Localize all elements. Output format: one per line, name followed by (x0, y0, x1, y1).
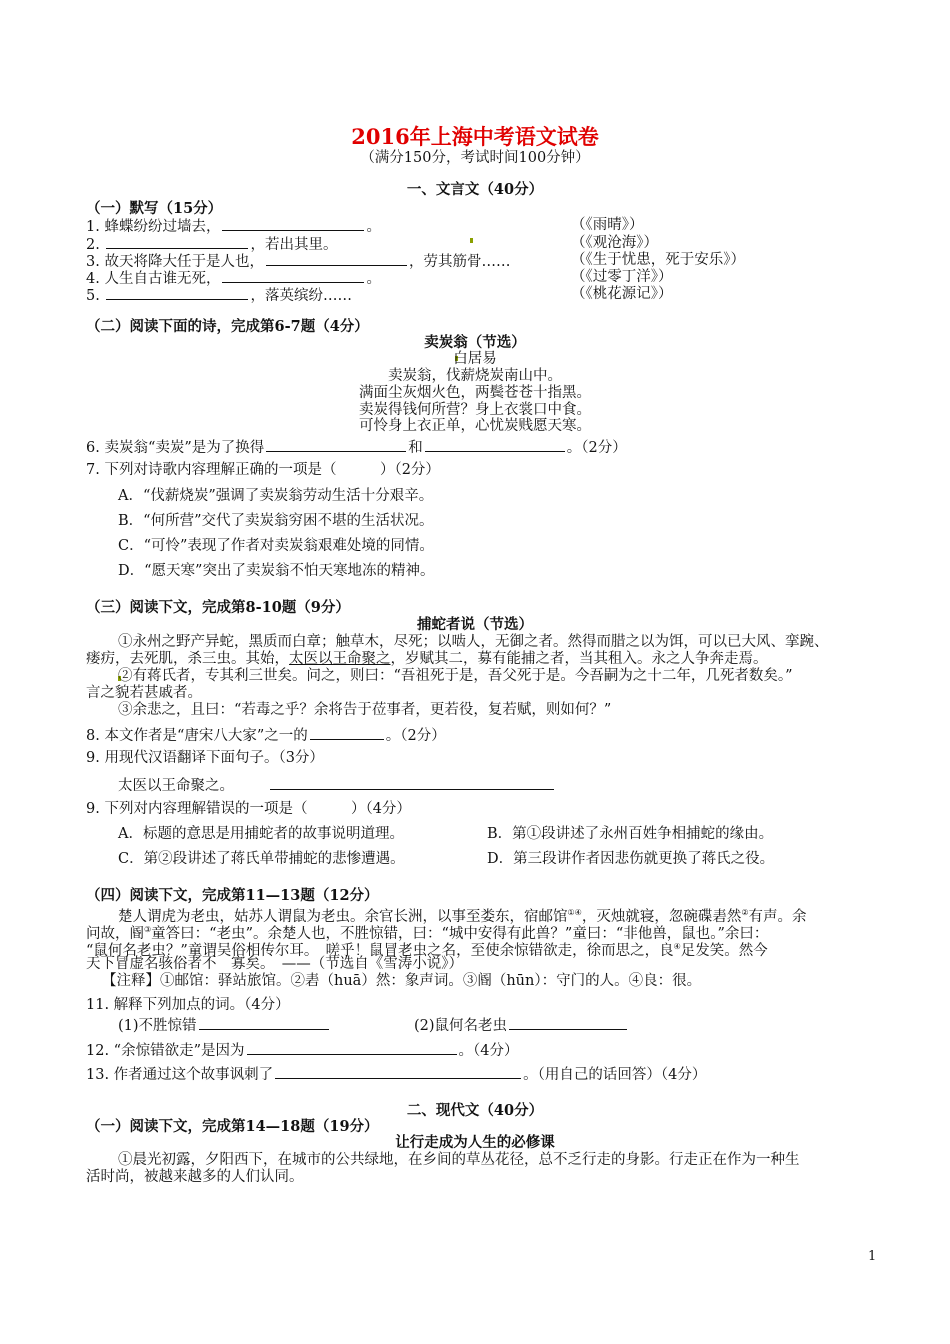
poem-line: 可怜身上衣正单，心忧炭贱愿天寒。 (359, 418, 591, 434)
dictation-source-4: （《过零丁洋》） (571, 269, 673, 285)
question-7-option-d: D．“愿天寒”突出了卖炭翁不怕天寒地冻的精神。 (118, 563, 435, 579)
question-8: 8. 本文作者是“唐宋八大家”之一的 。（2分） (86, 725, 446, 745)
passage-paragraph-1-line-1: ①永州之野产异蛇，黑质而白章；触草木，尽死；以啮人，无御之者。然得而腊之以为饵，可以已大风、挛踠、 (118, 634, 829, 650)
article-paragraph-1-line-2: 活时尚，被越来越多的人们认同。 (86, 1169, 304, 1185)
page-number: 1 (868, 1249, 877, 1264)
question-6: 6. 卖炭翁“卖炭”是为了换得 和 。（2分） (86, 437, 627, 457)
answer-blank[interactable] (310, 725, 384, 740)
answer-blank[interactable] (106, 234, 248, 249)
question-7: 7. 下列对诗歌内容理解正确的一项是（ ）（2分） (86, 462, 440, 478)
annotation-marker (470, 238, 473, 243)
passage-paragraph-3: ③余悲之，且曰：“若毒之乎？余将告于莅事者，更若役，复若赋，则如何？” (118, 702, 612, 718)
question-12: 12. “余惊错欲走”是因为 。（4分） (86, 1040, 518, 1060)
dictation-item-4: 4. 人生自古谁无死， 。 (86, 268, 381, 288)
passage-notes: 【注释】①邮馆：驿站旅馆。②砉（huā）然：象声词。③阍（hūn）：守门的人。④良：很。 (102, 973, 702, 989)
dictation-source-1: （《雨晴》） (571, 217, 644, 233)
sec4-heading: （四）阅读下文，完成第11—13题（12分） (86, 887, 379, 904)
question-13: 13. 作者通过这个故事讽刺了 。（用自己的话回答）（4分） (86, 1064, 706, 1084)
question-7-option-b: B．“何所营”交代了卖炭翁穷困不堪的生活状况。 (118, 513, 434, 529)
question-9: 9. 用现代汉语翻译下面句子。（3分） (86, 750, 324, 766)
article-paragraph-1-line-1: ①晨光初露，夕阳西下，在城市的公共绿地，在乡间的草丛花径，总不乏行走的身影。行走正在作为一种生 (118, 1152, 800, 1168)
question-11-item-2: (2)鼠何名老虫 (414, 1015, 629, 1035)
dictation-source-5: （《桃花源记》） (571, 286, 673, 302)
passage-line-4: 天下冒虚名骇俗者不 寡矣。 ——（节选自《雪涛小说》） (86, 956, 463, 972)
answer-blank[interactable] (425, 437, 565, 452)
answer-blank[interactable] (266, 251, 407, 266)
dictation-item-3: 3. 故天将降大任于是人也， ，劳其筋骨…… (86, 251, 510, 271)
article-title: 让行走成为人生的必修课 (395, 1134, 555, 1151)
part1-heading: 一、文言文（40分） (406, 181, 544, 198)
answer-blank[interactable] (247, 1040, 457, 1055)
answer-blank[interactable] (509, 1015, 627, 1030)
dictation-item-1: 1. 蜂蝶纷纷过墙去， 。 (86, 216, 381, 236)
passage-title: 捕蛇者说（节选） (417, 616, 533, 633)
poem-author: 白居易 (453, 351, 497, 367)
passage-paragraph-2-line-1: ②有蒋氏者，专其利三世矣。问之，则曰：“吾祖死于是，吾父死于是。今吾嗣为之十二年，几死者数矣。” (118, 668, 793, 684)
answer-blank[interactable] (199, 1015, 329, 1030)
dictation-source-2: （《观沧海》） (571, 235, 658, 251)
answer-blank[interactable] (106, 285, 248, 300)
question-10-option-b: B．第①段讲述了永州百姓争相捕蛇的缘由。 (487, 826, 774, 842)
question-10-option-d: D．第三段讲作者因悲伤就更换了蒋氏之役。 (487, 851, 775, 867)
answer-blank[interactable] (266, 437, 406, 452)
question-7-option-c: C．“可怜”表现了作者对卖炭翁艰难处境的同情。 (118, 538, 434, 554)
page-subtitle: （满分150分，考试时间100分钟） (360, 150, 590, 166)
poem-line: 卖炭得钱何所营？身上衣裳口中食。 (359, 402, 591, 418)
poem-line: 卖炭翁，伐薪烧炭南山中。 (388, 368, 562, 384)
sec5-heading: （一）阅读下文，完成第14—18题（19分） (86, 1118, 379, 1135)
passage-paragraph-2-line-2: 言之貌若甚戚者。 (86, 685, 202, 701)
question-10: 9. 下列对内容理解错误的一项是（ ）（4分） (86, 801, 411, 817)
page-title: 2016年上海中考语文试卷 (351, 124, 599, 149)
answer-blank[interactable] (275, 1064, 521, 1079)
passage-line-2: 问故，阍③童答曰：“老虫”。余楚人也，不胜惊错，曰：“城中安得有此兽？”童曰：“非他兽，鼠也。”余曰： (86, 925, 769, 942)
question-7-option-a: A．“伐薪烧炭”强调了卖炭翁劳动生活十分艰辛。 (118, 488, 434, 504)
passage-line-3: “鼠何名老虫？”童谓吴俗相传尔耳。 嗟乎！鼠冒老虫之名，至使余惊错欲走，徐而思之，良④足发笑。然今 (86, 942, 768, 959)
answer-blank[interactable] (270, 775, 554, 790)
passage-paragraph-1-line-2: 瘘疠，去死肌，杀三虫。其始，太医以王命聚之，岁赋其二，募有能捕之者，当其租入。永之人争奔走焉。 (86, 651, 768, 667)
passage-line-1: 楚人谓虎为老虫，姑苏人谓鼠为老虫。余官长洲，以事至娄东，宿邮馆①④，灭烛就寝，忽碗碟砉然②有声。余 (118, 908, 807, 925)
answer-blank[interactable] (222, 268, 364, 283)
dictation-item-5: 5. ，落英缤纷…… (86, 285, 352, 305)
sec1-heading: （一）默写（15分） (86, 200, 223, 217)
question-11: 11. 解释下列加点的词。（4分） (86, 997, 290, 1013)
part2-heading: 二、现代文（40分） (406, 1102, 544, 1119)
question-10-option-c: C．第②段讲述了蒋氏单带捕蛇的悲惨遭遇。 (118, 851, 405, 867)
sec3-heading: （三）阅读下文，完成第8-10题（9分） (86, 599, 350, 616)
poem-title: 卖炭翁（节选） (424, 334, 526, 351)
question-9-sentence: 太医以王命聚之。 (118, 775, 556, 795)
sec2-heading: （二）阅读下面的诗，完成第6-7题（4分） (86, 318, 369, 335)
dictation-item-2: 2. ，若出其里。 (86, 234, 337, 254)
answer-blank[interactable] (222, 216, 364, 231)
poem-line: 满面尘灰烟火色，两鬓苍苍十指黑。 (359, 385, 591, 401)
question-10-option-a: A．标题的意思是用捕蛇者的故事说明道理。 (118, 826, 404, 842)
question-11-item-1: (1)不胜惊错 (118, 1015, 331, 1035)
dictation-source-3: （《生于忧患，死于安乐》） (571, 252, 745, 268)
